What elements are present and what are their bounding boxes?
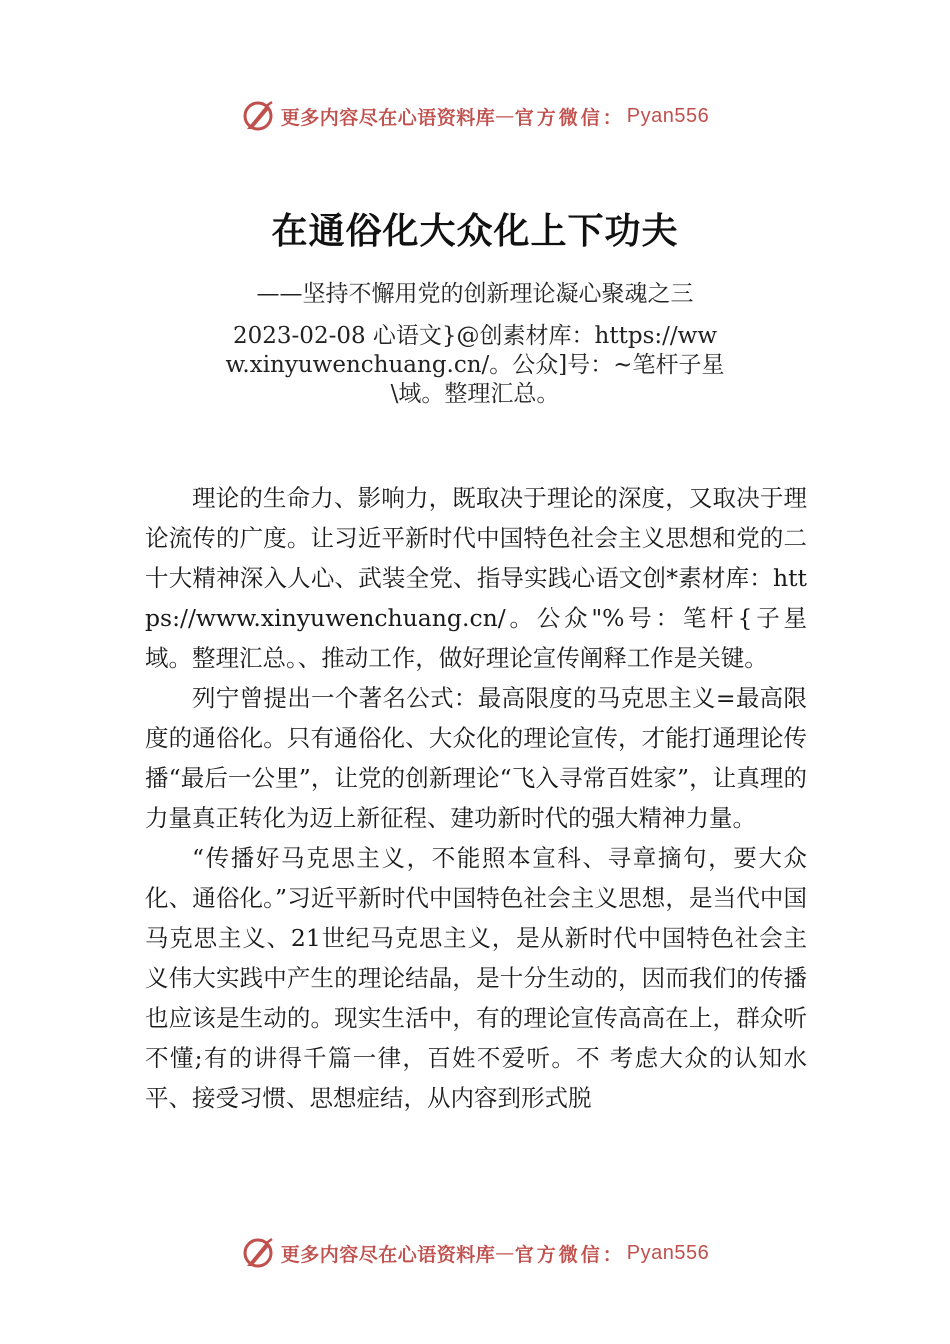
footer-watermark <box>0 1233 950 1273</box>
article-title: 在通俗化大众化上下功夫 <box>271 210 679 252</box>
watermark-wechat-label: 官方微信： <box>514 1243 625 1266</box>
watermark-wechat-label: 官方微信： <box>514 106 625 129</box>
watermark-wechat-id: Pyan556 <box>626 1241 710 1264</box>
watermark-wechat-id: Pyan556 <box>626 104 710 127</box>
watermark-brand: 更多内容尽在心语资料库 <box>280 106 496 129</box>
article-meta: 2023-02-08 心语文}@创素材库：https://www.xinyuwenchuang.cn/。公众]号：~笔杆子星\域。整理汇总。 <box>225 323 725 407</box>
paragraph: 列宁曾提出一个著名公式：最高限度的马克思主义=最高限度的通俗化。只有通俗化、大众化的理论宣传，才能打通理论传播“最后一公里”，让党的创新理论“飞入寻常百姓家”，让真理的力量真正转化为迈上新征程、建功新时代的强大精神力量。 <box>145 684 807 832</box>
article-subtitle: ——坚持不懈用党的创新理论凝心聚魂之三 <box>256 281 694 307</box>
quill-pen-logo-icon <box>241 99 275 133</box>
watermark-separator: — <box>495 1242 515 1264</box>
paragraph: 理论的生命力、影响力，既取决于理论的深度，又取决于理论流传的广度。让习近平新时代中国特色社会主义思想和党的二十大精神深入人心、武装全党、指导实践心语文创*素材库：https://www.xinyuwenchuang.cn/。公众"%号：笔杆{子星域。整理汇总。、推动工作，做好理论宣传阐释工作是关键。 <box>145 484 807 672</box>
header-watermark <box>0 96 950 136</box>
article-body <box>145 478 807 1118</box>
watermark-brand: 更多内容尽在心语资料库 <box>280 1243 496 1266</box>
watermark-separator: — <box>495 105 515 127</box>
quill-pen-logo-icon <box>241 1236 275 1270</box>
paragraph: “传播好马克思主义，不能照本宣科、寻章摘句，要大众化、通俗化。”习近平新时代中国特色社会主义思想，是当代中国马克思主义、21世纪马克思主义，是从新时代中国特色社会主义伟大实践中产生的理论结晶，是十分生动的，因而我们的传播也应该是生动的。现实生活中，有的理论宣传高高在上，群众听不懂;有的讲得千篇一律，百姓不爱听。不 考虑大众的认知水平、接受习惯、思想症结，从内容到形式脱 <box>145 844 807 1112</box>
